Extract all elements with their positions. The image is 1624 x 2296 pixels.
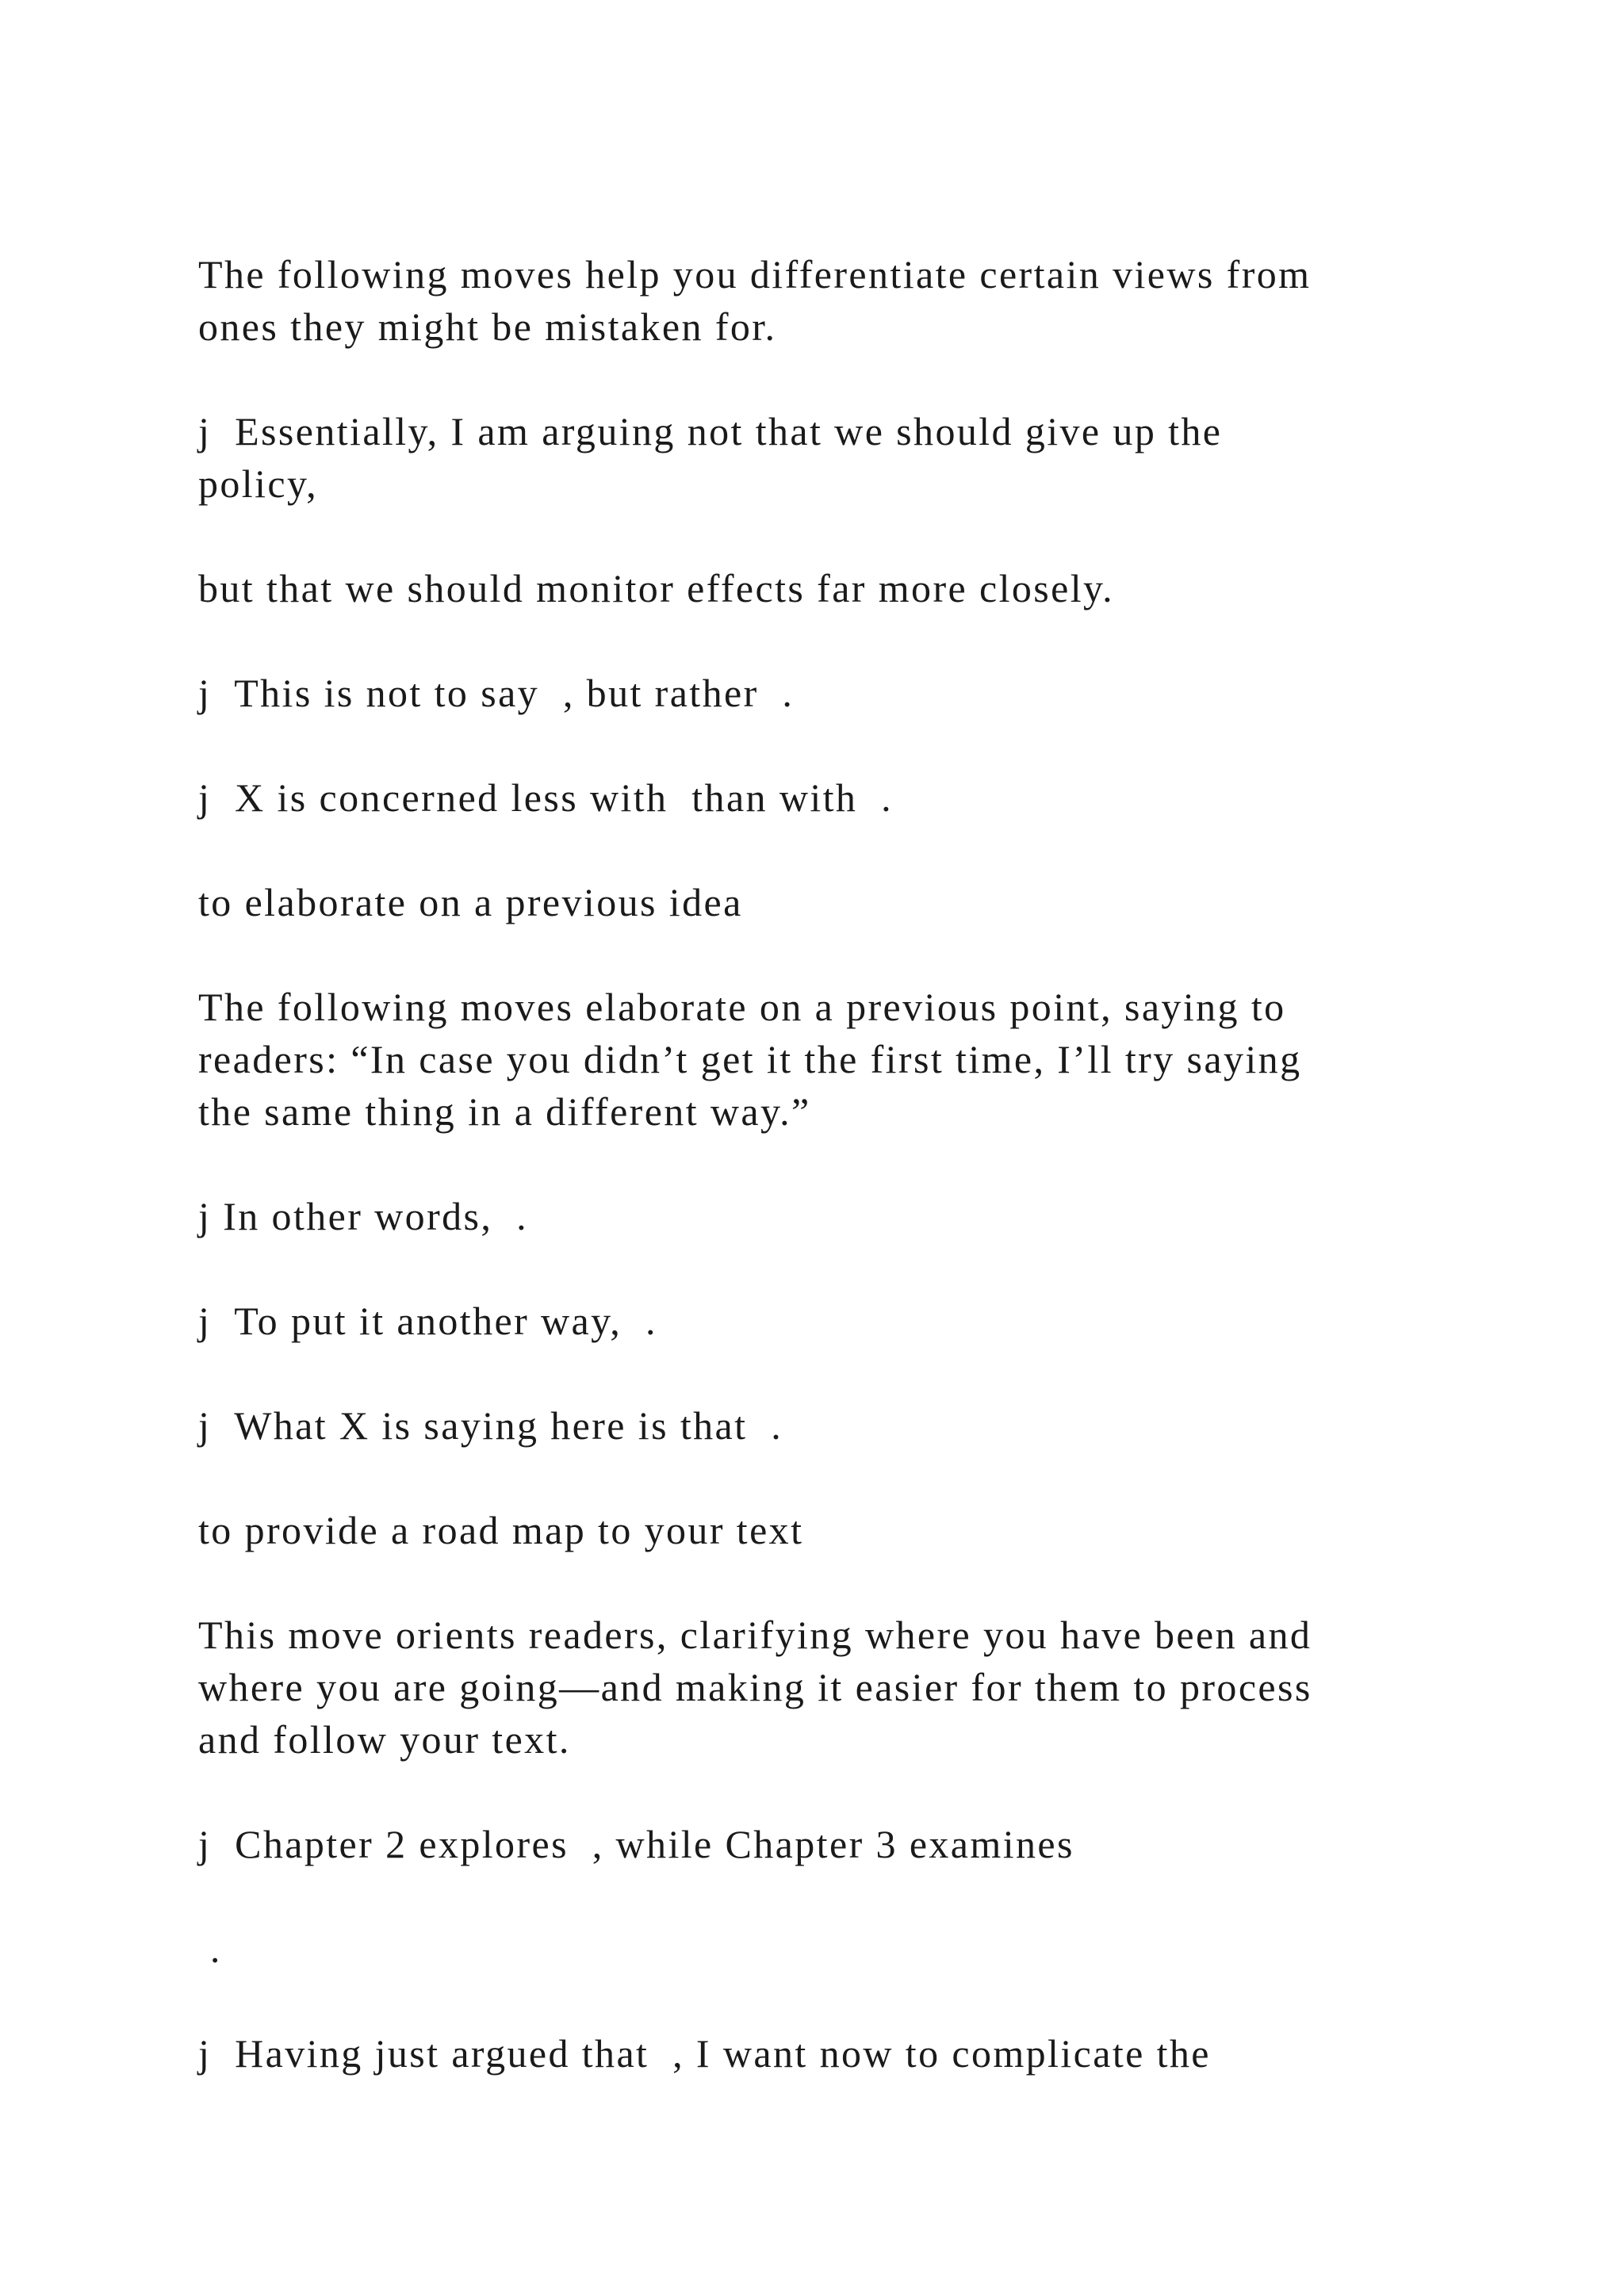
- template-another-way: j To put it another way, .: [198, 1299, 657, 1343]
- paragraph-intro-elaborate: The following moves elaborate on a previous point, saying to readers: “In case you didn’t get it the first time, I’ll try saying the same thing in a different way.”: [198, 985, 1302, 1134]
- template-not-to-say: j This is not to say , but rather .: [198, 671, 795, 715]
- template-chapter-explores: j Chapter 2 explores , while Chapter 3 examines: [198, 1822, 1074, 1866]
- paragraph-intro-distinguish: The following moves help you differentiate certain views from ones they might be mistaken for.: [198, 252, 1312, 349]
- template-concerned-less: j X is concerned less with than with .: [198, 775, 894, 820]
- template-essentially-continued: but that we should monitor effects far more closely.: [198, 566, 1115, 610]
- section-heading-elaborate: to elaborate on a previous idea: [198, 880, 743, 924]
- section-heading-road-map: to provide a road map to your text: [198, 1508, 804, 1552]
- template-having-just-argued: j Having just argued that , I want now to complicate the: [198, 2031, 1211, 2076]
- document-body: [198, 248, 1435, 2080]
- template-chapter-explores-end: .: [198, 1927, 222, 1971]
- template-essentially: j Essentially, I am arguing not that we should give up the policy,: [198, 409, 1223, 506]
- paragraph-intro-road-map: This move orients readers, clarifying where you have been and where you are going—and making it easier for them to process and follow your text.: [198, 1613, 1312, 1762]
- template-in-other-words: j In other words, .: [198, 1194, 528, 1238]
- template-what-x-is-saying: j What X is saying here is that .: [198, 1403, 783, 1448]
